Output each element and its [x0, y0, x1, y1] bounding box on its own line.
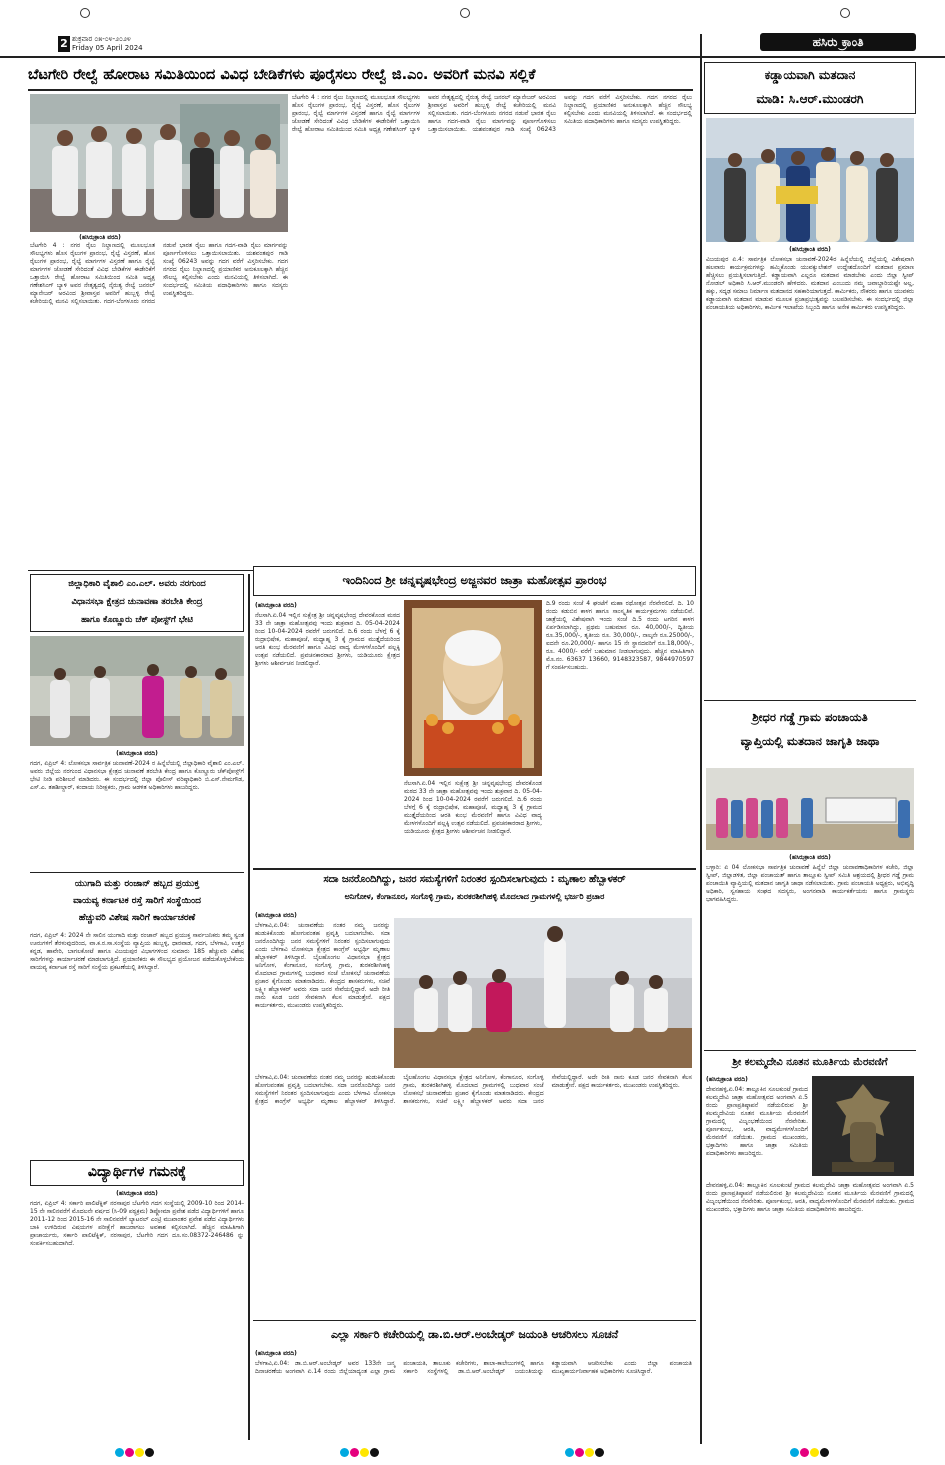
ambedkar-credit: (ಹಸಿರುಕ್ರಾಂತಿ ವರದಿ): [255, 1350, 297, 1357]
date-english: Friday 05 April 2024: [72, 44, 143, 52]
date-kannada: ಶುಕ್ರವಾರ ೦೫-೦೪-೨೦೨೪: [72, 35, 131, 43]
ugadi-headline-line1: ಯುಗಾದಿ ಮತ್ತು ರಂಜಾನ್ ಹಬ್ಬದ ಪ್ರಯುಕ್ತ: [74, 879, 200, 889]
magenta-dot: [350, 1448, 359, 1457]
ugadi-headline: [30, 876, 244, 927]
black-dot: [370, 1448, 379, 1457]
cyan-dot: [790, 1448, 799, 1457]
dateline: [72, 35, 143, 53]
newspaper-brand: ಹಸಿರು ಕ್ರಾಂತಿ: [760, 33, 916, 51]
gadde-headline-line1: ಶ್ರೀಧರ ಗಡ್ಡೆ ಗ್ರಾಮ ಪಂಚಾಯತಿ: [752, 710, 868, 724]
kalammadevi-photo: [812, 1076, 914, 1176]
kalammadevi-headline: ಶ್ರೀ ಕಲಮ್ಮದೇವಿ ನೂತನ ಮೂರ್ತಿಯ ಮೆರವಣಿಗೆ: [732, 1057, 888, 1068]
ugadi-headline-line2: ವಾಯವ್ಯ ಕರ್ನಾಟಕ ರಸ್ತೆ ಸಾರಿಗೆ ಸಂಸ್ಥೆಯಿಂದ: [73, 896, 201, 906]
cyan-dot: [115, 1448, 124, 1457]
ugadi-body: ಗದಗ, ಏಪ್ರಿಲ್ 4: 2024 ನೇ ಸಾಲಿನ ಯುಗಾದಿ ಮತ್ತು ರಂಜಾನ್ ಹಬ್ಬದ ಪ್ರಯುಕ್ತ ಸಾರ್ವಜನಿಕರು ತಮ್ಮ ಸ್ವಂತ ಊರುಗಳಿಗೆ ತೆರಳುವುದರಿಂದ, ವಾ.ಕ.ರ.ಸಾ.ಸಂಸ್ಥೆಯ ವ್ಯಾಪ್ತಿಯ ಹುಬ್ಬಳ್ಳಿ, ಧಾರವಾಡ, ಗದಗ, ಬೆಳಗಾವಿ, ಉತ್ತರ ಕನ್ನಡ, ಹಾವೇರಿ, ಬಾಗಲಕೋಟೆ ಹಾಗೂ ವಿಜಯಪುರ ವಿಭಾಗಗಳಿಂದ ಸುಮಾರು 185 ಹೆಚ್ಚುವರಿ ವಿಶೇಷ ಸಾರಿಗೆಗಳನ್ನು ಕಾರ್ಯಾಚರಣೆ ಮಾಡಲಾಗುತ್ತಿದೆ. ಪ್ರಯಾಣಿಕರು ಈ ಸೌಲಭ್ಯದ ಪ್ರಯೋಜನ ಪಡೆದುಕೊಳ್ಳಬೇಕೆಂದು ವಾಯವ್ಯ ಕರ್ನಾಟಕ ರಸ್ತೆ ಸಾರಿಗೆ ಸಂಸ್ಥೆಯ ಪ್ರಕಟಣೆಯಲ್ಲಿ ತಿಳಿಸಿದ್ದಾರೆ.: [30, 932, 244, 971]
yellow-dot: [810, 1448, 819, 1457]
hebbalkar-body: ಬೆಳಗಾವಿ,ಏ.04: ಚುನಾವಣೆಯ ನಂತರ ನಮ್ಮ ಜನರನ್ನು ಹುಡುಕಿಕೊಂಡು ಹೋಗುವಂತಹ ಪ್ರವೃತ್ತಿ ಬದಲಾಗಬೇಕು. ಸದಾ ಜನರೊಂದಿಗಿದ್ದು ಜನರ ಸಮಸ್ಯೆಗಳಿಗೆ ನಿರಂತರ ಸ್ಪಂದಿಸಲಾಗುವುದು ಎಂದು ಬೆಳಗಾವಿ ಲೋಕಸಭಾ ಕ್ಷೇತ್ರದ ಕಾಂಗ್ರೆಸ್ ಅಭ್ಯರ್ಥಿ ಮೃಣಾಲ ಹೆಬ್ಬಾಳಕರ್ ತಿಳಿಸಿದ್ದಾರೆ. ಬೈಲಹೊಂಗಲ ವಿಧಾನಸಭಾ ಕ್ಷೇತ್ರದ ಅನಿಗೋಳ, ಕೆಂಗಾನೂರ, ಸಂಗೊಳ್ಳಿ ಗ್ರಾಮ, ತುರಕರಶೀಗಿಹಳ್ಳಿ ಮೊದಲಾದ ಗ್ರಾಮಗಳಲ್ಲಿ ಬುಧವಾರ ಸಂಜೆ ಲೋಕಸಭೆ ಚುನಾವಣೆಯ ಪ್ರಚಾರ ಕೈಗೊಂಡು ಮಾತನಾಡಿದರು. ಕೇಂದ್ರದ ಶಾಸಕರುಗಳು, ಸಚಿವೆ ಲಕ್ಷ್ಮೀ ಹೆಬ್ಬಾಳಕರ್ ಅವರು ಸದಾ ಜನರ ಸೇವೆಯಲ್ಲಿದ್ದಾರೆ. ಅದೇ ರೀತಿ ನಾನು ಕೂಡ ಜನರ ಸೇವಕನಾಗಿ ಕೆಲಸ ಮಾಡುತ್ತೇನೆ. ಪಕ್ಷದ ಕಾರ್ಯಕರ್ತರು, ಮುಖಂಡರು ಉಪಸ್ಥಿತರಿದ್ದರು.: [255, 1074, 692, 1105]
lead-headline: ಬೆಟಗೇರಿ ರೇಲ್ವೆ ಹೋರಾಟ ಸಮಿತಿಯಿಂದ ವಿವಿಧ ಬೇಡಿಕೆಗಳು ಪೂರೈಸಲು ರೇಲ್ವೆ ಜಿ.ಎಂ. ಅವರಿಗೆ ಮನವಿ ಸಲ್ಲಿಕೆ: [28, 67, 536, 83]
divider: [253, 868, 696, 870]
dc-headline-line3: ಹಾಗೂ ಕೊಣ್ಣೂರು ಚೆಕ್ ಪೋಸ್ಟ್‌ಗೆ ಭೇಟಿ: [81, 615, 193, 625]
sidebar-headline-line2: ಮಾಡಿ: ಸಿ.ಆರ್.ಮುಂಡರಗಿ: [756, 92, 864, 106]
sidebar-credit: (ಹಸಿರುಕ್ರಾಂತಿ ವರದಿ): [789, 246, 831, 253]
students-headline-box: [30, 1160, 244, 1186]
jatra-body-left: ನೆಲಸಾಗಿ.ಏ.04 ಇಲ್ಲಿನ ಸುಕ್ಷೇತ್ರ ಶ್ರೀ ಚನ್ನವೃಷಭೇಂದ್ರ ದೇವರಕೊಂಡ ಮಠದ 33 ನೇ ಜಾತ್ರಾ ಮಹೋತ್ಸವವು ಇಂದು ಶುಕ್ರವಾರ ದಿ. 05-04-2024 ರಿಂದ 10-04-2024 ರವರೆಗೆ ಜರುಗಲಿದೆ. ದಿ.6 ರಂದು ಬೆಳಗ್ಗೆ 6 ಕ್ಕೆ ರುದ್ರಾಭಿಷೇಕ, ಮಹಾಪೂಜೆ, ಮಧ್ಯಾಹ್ನ 3 ಕ್ಕೆ ಗ್ರಾಮದ ಮುತ್ತೈದೆಯರಿಂದ ಆರತಿ ಕುಂಭ ಮೆರವಣಿಗೆ ಹಾಗೂ ವಿವಿಧ ವಾದ್ಯ ಮೇಳಗಳೊಂದಿಗೆ ಪಲ್ಲಕ್ಕಿ ಉತ್ಸವ ನಡೆಯಲಿದೆ. ಪ್ರವಚನಕಾರರಾದ ಶ್ರೀಗಳು, ಯಡಿಯೂರು ಕ್ಷೇತ್ರದ ಶ್ರೀಗಳು ಆಶೀರ್ವಚನ ನೀಡಲಿದ್ದಾರೆ.: [255, 612, 400, 667]
hebbalkar-body-top: ಬೆಳಗಾವಿ,ಏ.04: ಚುನಾವಣೆಯ ನಂತರ ನಮ್ಮ ಜನರನ್ನು ಹುಡುಕಿಕೊಂಡು ಹೋಗುವಂತಹ ಪ್ರವೃತ್ತಿ ಬದಲಾಗಬೇಕು. ಸದಾ ಜನರೊಂದಿಗಿದ್ದು ಜನರ ಸಮಸ್ಯೆಗಳಿಗೆ ನಿರಂತರ ಸ್ಪಂದಿಸಲಾಗುವುದು ಎಂದು ಬೆಳಗಾವಿ ಲೋಕಸಭಾ ಕ್ಷೇತ್ರದ ಕಾಂಗ್ರೆಸ್ ಅಭ್ಯರ್ಥಿ ಮೃಣಾಲ ಹೆಬ್ಬಾಳಕರ್ ತಿಳಿಸಿದ್ದಾರೆ. ಬೈಲಹೊಂಗಲ ವಿಧಾನಸಭಾ ಕ್ಷೇತ್ರದ ಅನಿಗೋಳ, ಕೆಂಗಾನೂರ, ಸಂಗೊಳ್ಳಿ ಗ್ರಾಮ, ತುರಕರಶೀಗಿಹಳ್ಳಿ ಮೊದಲಾದ ಗ್ರಾಮಗಳಲ್ಲಿ ಬುಧವಾರ ಸಂಜೆ ಲೋಕಸಭೆ ಚುನಾವಣೆಯ ಪ್ರಚಾರ ಕೈಗೊಂಡು ಮಾತನಾಡಿದರು. ಕೇಂದ್ರದ ಶಾಸಕರುಗಳು, ಸಚಿವೆ ಲಕ್ಷ್ಮೀ ಹೆಬ್ಬಾಳಕರ್ ಅವರು ಸದಾ ಜನರ ಸೇವೆಯಲ್ಲಿದ್ದಾರೆ. ಅದೇ ರೀತಿ ನಾನು ಕೂಡ ಜನರ ಸೇವಕನಾಗಿ ಕೆಲಸ ಮಾಡುತ್ತೇನೆ. ಪಕ್ಷದ ಕಾರ್ಯಕರ್ತರು, ಮುಖಂಡರು ಉಪಸ್ಥಿತರಿದ್ದರು.: [255, 922, 390, 1009]
divider: [28, 89, 693, 91]
gadde-headline-line2: ವ್ಯಾಪ್ತಿಯಲ್ಲಿ ಮತದಾನ ಜಾಗೃತಿ ಜಾಥಾ: [740, 734, 880, 748]
dc-headline-line2: ವಿಧಾನಸಭಾ ಕ್ಷೇತ್ರದ ಚುನಾವಣಾ ತರಬೇತಿ ಕೇಂದ್ರ: [71, 597, 203, 607]
kalammadevi-body-top: ದೇವನಹಳ್ಳಿ,ಏ.04: ತಾಲ್ಲೂಕಿನ ಸೂಲಕುಂಟೆ ಗ್ರಾಮದ ಕಲಮ್ಮದೇವಿ ಜಾತ್ರಾ ಮಹೋತ್ಸವದ ಅಂಗವಾಗಿ ಏ.5 ರಂದು ಪ್ರಾಣಪ್ರತಿಷ್ಠಾಪನೆ ನಡೆಯಲಿರುವ ಶ್ರೀ ಕಲಮ್ಮದೇವಿಯ ನೂತನ ಮೂರ್ತಿಯ ಮೆರವಣಿಗೆ ಗ್ರಾಮದಲ್ಲಿ ವಿಜೃಂಭಣೆಯಿಂದ ನೆರವೇರಿತು. ಪೂರ್ಣಕುಂಭ, ಆರತಿ, ವಾದ್ಯಮೇಳಗಳೊಂದಿಗೆ ಮೆರವಣಿಗೆ ನಡೆಯಿತು. ಗ್ರಾಮದ ಮುಖಂಡರು, ಭಕ್ತಾದಿಗಳು ಹಾಗೂ ಜಾತ್ರಾ ಸಮಿತಿಯ ಪದಾಧಿಕಾರಿಗಳು ಹಾಜರಿದ್ದರು.: [706, 1086, 808, 1157]
lead-body-left: ಬೆಟಗೇರಿ 4 : ನಗರ ರೈಲು ನಿಲ್ದಾಣದಲ್ಲಿ ಮೂಲಭೂತ ಸೌಲಭ್ಯಗಳು ಹೊಸ ರೈಲುಗಳ ಪ್ರಾರಂಭ, ರೈಲ್ವೆ ವಿಸ್ತರಣೆ, ಹೊಸ ರೈಲುಗಳ ಪ್ರಾರಂಭ, ರೈಲ್ವೆ ಮಾರ್ಗಗಳ ವಿಸ್ತರಣೆ ಹಾಗೂ ರೈಲ್ವೆ ಮಾರ್ಗಗಳ ಜೋಡಣೆ ಸೇರಿದಂತೆ ವಿವಿಧ ಬೇಡಿಕೆಗಳ ಈಡೇರಿಕೆಗೆ ಒತ್ತಾಯಿಸಿ ರೇಲ್ವೆ ಹೋರಾಟ ಸಮಿತಿಯಿಂದ ಸಮಿತಿ ಅಧ್ಯಕ್ಷ ಗಣೇಶಸಿಂಗ್ ಬ್ಯಾಳಿ ಅವರ ನೇತೃತ್ವದಲ್ಲಿ ನೈರುತ್ಯ ರೇಲ್ವೆ ಜನರಲ್ ಮ್ಯಾನೇಜರ್ ಅರವಿಂದ ಶ್ರೀವಾಸ್ತವ ಅವರಿಗೆ ಹುಬ್ಬಳ್ಳಿ ರೇಲ್ವೆ ಕಚೇರಿಯಲ್ಲಿ ಮನವಿ ಸಲ್ಲಿಸಲಾಯಿತು. ಗದಗ-ಬೆಂಗಳೂರು ನಗರದ ನಡುವೆ ಭಾರತ ರೈಲು ಹಾಗೂ ಗದಗ-ವಾಡಿ ರೈಲು ಮಾರ್ಗವನ್ನು ಪೂರ್ಣಗೊಳಿಸಲು ಒತ್ತಾಯಿಸಲಾಯಿತು. ಯಶವಂತಪುರ ಗಾಡಿ ಸಂಖ್ಯೆ 06243 ಅವನ್ನು ಗದಗ ವರೆಗೆ ವಿಸ್ತರಿಸಬೇಕು. ಗದಗ ನಗರದ ರೈಲು ನಿಲ್ದಾಣದಲ್ಲಿ ಪ್ರಯಾಣಿಕರ ಅನುಕೂಲಕ್ಕಾಗಿ ಹೆಚ್ಚಿನ ಸೌಲಭ್ಯ ಕಲ್ಪಿಸಬೇಕು ಎಂದು ಮನವಿಯಲ್ಲಿ ತಿಳಿಸಲಾಗಿದೆ. ಈ ಸಂದರ್ಭದಲ್ಲಿ ಸಮಿತಿಯ ಪದಾಧಿಕಾರಿಗಳು ಹಾಗೂ ಸದಸ್ಯರು ಉಪಸ್ಥಿತರಿದ್ದರು.: [30, 242, 288, 305]
jatra-photo: [404, 600, 542, 776]
jatra-headline: ಇಂದಿನಿಂದ ಶ್ರೀ ಚನ್ನವೃಷಭೇಂದ್ರ ಅಜ್ಜನವರ ಜಾತ್ರಾ ಮಹೋತ್ಸವ ಪ್ರಾರಂಭ: [342, 573, 607, 587]
jatra-body-right: ದಿ.9 ರಂದು ಸಂಜೆ 4 ಘಂಟೆಗೆ ಮಹಾ ರಥೋತ್ಸವ ನೆರವೇರಲಿದೆ. ದಿ. 10 ರಂದು ಕಡುಬಿನ ಕಾಳಗ ಹಾಗೂ ಸಾಂಸ್ಕೃತಿಕ ಕಾರ್ಯಕ್ರಮಗಳು ನಡೆಯಲಿವೆ. ಜಾತ್ರೆಯಲ್ಲಿ ವಿಶೇಷವಾಗಿ ಇಂದು ಸಂಜೆ ದಿ.5 ರಂದು ಟಗರಿನ ಕಾಳಗ ಏರ್ಪಡಿಸಲಾಗಿದ್ದು, ಪ್ರಥಮ ಬಹುಮಾನ ರೂ. 40,000/-, ದ್ವಿತೀಯ ರೂ.35,000/-, ತೃತೀಯ ರೂ. 30,000/-, ನಾಲ್ಕನೇ ರೂ.25000/-, ಐದನೇ ರೂ.20,000/- ಹಾಗೂ 15 ನೇ ಸ್ಥಾನದವರಿಗೆ ರೂ.18,000/-, ರೂ. 4000/- ವರೆಗೆ ಬಹುಮಾನ ನೀಡಲಾಗುವುದು. ಹೆಚ್ಚಿನ ಮಾಹಿತಿಗಾಗಿ ಮೊ.ನಂ. 63637 13660, 9148323587, 9844970597 ಗೆ ಸಂಪರ್ಕಿಸಬಹುದು.: [546, 600, 694, 671]
hebbalkar-photo: [394, 918, 692, 1068]
sidebar-headline-line1: ಕಡ್ಡಾಯವಾಗಿ ಮತದಾನ: [764, 68, 856, 82]
students-body: ಗದಗ, ಏಪ್ರಿಲ್ 4: ಸರ್ಕಾರಿ ಪಾಲಿಟೆಕ್ನಿಕ್ ನರಸಾಪುರ ಬೆಟಗೇರಿ ಗದಗ ಸಂಸ್ಥೆಯಲ್ಲಿ 2009-10 ರಿಂದ 2014-15 ನೇ ಸಾಲಿನವರೆಗೆ ಮೊದಲನೇ ವರ್ಷದ (ಸಿ-09 ಪಠ್ಯಕ್ರಮ) ಡಿಪ್ಲೋಮಾ ಪ್ರವೇಶ ಪಡೆದ ವಿದ್ಯಾರ್ಥಿಗಳಿಗೆ ಹಾಗೂ 2011-12 ರಿಂದ 2015-16 ನೇ ಸಾಲಿನವರೆಗೆ ಲ್ಯಾಟರಲ್ ಎಂಟ್ರಿ ಮುಖಾಂತರ ಪ್ರವೇಶ ಪಡೆದ ವಿದ್ಯಾರ್ಥಿಗಳು ಬಾಕಿ ಉಳಿದಿರುವ ವಿಷಯಗಳ ಪರೀಕ್ಷೆಗೆ ಹಾಜರಾಗಲು ಅವಕಾಶ ಕಲ್ಪಿಸಲಾಗಿದೆ. ಹೆಚ್ಚಿನ ಮಾಹಿತಿಗಾಗಿ ಪ್ರಾಚಾರ್ಯರು, ಸರ್ಕಾರಿ ಪಾಲಿಟೆಕ್ನಿಕ್, ನರಸಾಪುರ, ಬೆಟಗೇರಿ ಗದಗ ದೂ.ಸಂ.08372-246486 ನ್ನು ಸಂಪರ್ಕಿಸಬಹುದಾಗಿದೆ.: [30, 1200, 244, 1247]
divider: [253, 1320, 696, 1321]
lead-body-right: ಬೆಟಗೇರಿ 4 : ನಗರ ರೈಲು ನಿಲ್ದಾಣದಲ್ಲಿ ಮೂಲಭೂತ ಸೌಲಭ್ಯಗಳು ಹೊಸ ರೈಲುಗಳ ಪ್ರಾರಂಭ, ರೈಲ್ವೆ ವಿಸ್ತರಣೆ, ಹೊಸ ರೈಲುಗಳ ಪ್ರಾರಂಭ, ರೈಲ್ವೆ ಮಾರ್ಗಗಳ ವಿಸ್ತರಣೆ ಹಾಗೂ ರೈಲ್ವೆ ಮಾರ್ಗಗಳ ಜೋಡಣೆ ಸೇರಿದಂತೆ ವಿವಿಧ ಬೇಡಿಕೆಗಳ ಈಡೇರಿಕೆಗೆ ಒತ್ತಾಯಿಸಿ ರೇಲ್ವೆ ಹೋರಾಟ ಸಮಿತಿಯಿಂದ ಸಮಿತಿ ಅಧ್ಯಕ್ಷ ಗಣೇಶಸಿಂಗ್ ಬ್ಯಾಳಿ ಅವರ ನೇತೃತ್ವದಲ್ಲಿ ನೈರುತ್ಯ ರೇಲ್ವೆ ಜನರಲ್ ಮ್ಯಾನೇಜರ್ ಅರವಿಂದ ಶ್ರೀವಾಸ್ತವ ಅವರಿಗೆ ಹುಬ್ಬಳ್ಳಿ ರೇಲ್ವೆ ಕಚೇರಿಯಲ್ಲಿ ಮನವಿ ಸಲ್ಲಿಸಲಾಯಿತು. ಗದಗ-ಬೆಂಗಳೂರು ನಗರದ ನಡುವೆ ಭಾರತ ರೈಲು ಹಾಗೂ ಗದಗ-ವಾಡಿ ರೈಲು ಮಾರ್ಗವನ್ನು ಪೂರ್ಣಗೊಳಿಸಲು ಒತ್ತಾಯಿಸಲಾಯಿತು. ಯಶವಂತಪುರ ಗಾಡಿ ಸಂಖ್ಯೆ 06243 ಅವನ್ನು ಗದಗ ವರೆಗೆ ವಿಸ್ತರಿಸಬೇಕು. ಗದಗ ನಗರದ ರೈಲು ನಿಲ್ದಾಣದಲ್ಲಿ ಪ್ರಯಾಣಿಕರ ಅನುಕೂಲಕ್ಕಾಗಿ ಹೆಚ್ಚಿನ ಸೌಲಭ್ಯ ಕಲ್ಪಿಸಬೇಕು ಎಂದು ಮನವಿಯಲ್ಲಿ ತಿಳಿಸಲಾಗಿದೆ. ಈ ಸಂದರ್ಭದಲ್ಲಿ ಸಮಿತಿಯ ಪದಾಧಿಕಾರಿಗಳು ಹಾಗೂ ಸದಸ್ಯರು ಉಪಸ್ಥಿತರಿದ್ದರು.: [292, 94, 692, 133]
magenta-dot: [575, 1448, 584, 1457]
registration-mark: [80, 8, 90, 18]
registration-mark: [840, 8, 850, 18]
students-headline: ವಿದ್ಯಾರ್ಥಿಗಳ ಗಮನಕ್ಕೆ: [87, 1164, 187, 1180]
hebbalkar-headline: ಸದಾ ಜನರೊಂದಿಗಿದ್ದು, ಜನರ ಸಮಸ್ಯೆಗಳಿಗೆ ನಿರಂತರ ಸ್ಪಂದಿಸಲಾಗುವುದು : ಮೃಣಾಲ ಹೆಬ್ಬಾಳಕರ್: [323, 874, 626, 885]
cyan-dot: [340, 1448, 349, 1457]
hebbalkar-subhead: ಅನಿಗೋಳ, ಕೆಂಗಾನೂರ, ಸಂಗೊಳ್ಳಿ ಗ್ರಾಮ, ತುರಕರಶೀಗಿಹಳ್ಳಿ ಮೊದಲಾದ ಗ್ರಾಮಗಳಲ್ಲಿ ಭರ್ಜರಿ ಪ್ರಚಾರ: [344, 892, 605, 901]
cyan-dot: [565, 1448, 574, 1457]
ambedkar-headline: ಎಲ್ಲಾ ಸರ್ಕಾರಿ ಕಚೇರಿಯಲ್ಲಿ ಡಾ.ಬಿ.ಆರ್.ಅಂಬೇಡ್ಕರ್ ಜಯಂತಿ ಆಚರಿಸಲು ಸೂಚನೆ: [330, 1328, 619, 1341]
lead-credit: (ಹಸಿರುಕ್ರಾಂತಿ ವರದಿ): [79, 234, 121, 241]
registration-mark: [460, 8, 470, 18]
print-color-marks: [790, 1442, 830, 1461]
sidebar-headline-box: [704, 62, 916, 114]
jatra-credit: (ಹಸಿರುಕ್ರಾಂತಿ ವರದಿ): [255, 602, 297, 609]
dc-photo: [30, 636, 244, 746]
sidebar-photo: [706, 118, 914, 242]
yellow-dot: [135, 1448, 144, 1457]
column-rule: [700, 34, 702, 1444]
print-color-marks: [565, 1442, 605, 1461]
ugadi-headline-line3: ಹೆಚ್ಚುವರಿ ವಿಶೇಷ ಸಾರಿಗೆ ಕಾರ್ಯಾಚರಣೆ: [78, 913, 196, 923]
dc-body: ಗದಗ, ಏಪ್ರಿಲ್ 4: ಲೋಕಸಭಾ ಸಾರ್ವತ್ರಿಕ ಚುನಾವಣೆ-2024 ರ ಹಿನ್ನೆಲೆಯಲ್ಲಿ ಜಿಲ್ಲಾಧಿಕಾರಿ ವೈಶಾಲಿ ಎಂ.ಎಲ್. ಅವರು ಜಿಲ್ಲೆಯ ನರಗುಂದ ವಿಧಾನಸಭಾ ಕ್ಷೇತ್ರದ ಚುನಾವಣೆ ತರಬೇತಿ ಕೇಂದ್ರ ಹಾಗೂ ಕೊಣ್ಣೂರು ಚೆಕ್‌ಪೋಸ್ಟ್‌ಗೆ ಭೇಟಿ ನೀಡಿ ಪರಿಶೀಲನೆ ಮಾಡಿದರು. ಈ ಸಂದರ್ಭದಲ್ಲಿ ಜಿಲ್ಲಾ ಪೊಲೀಸ್ ವರಿಷ್ಠಾಧಿಕಾರಿ ಬಿ.ಎಸ್.ನೇಮಗೌಡ, ಎಸ್.ಎ. ತಹಶೀಲ್ದಾರ್, ಕಂದಾಯ ನಿರೀಕ್ಷಕರು, ಗ್ರಾಮ ಆಡಳಿತ ಅಧಿಕಾರಿಗಳು ಹಾಜರಿದ್ದರು.: [30, 760, 244, 791]
dc-headline-box: [30, 574, 244, 632]
students-credit: (ಹಸಿರುಕ್ರಾಂತಿ ವರದಿ): [116, 1190, 158, 1197]
sidebar-body: ವಿಜಯಪುರ ಏ.4: ಸಾರ್ವತ್ರಿಕ ಲೋಕಸಭಾ ಚುನಾವಣೆ-2024ರ ಹಿನ್ನೆಲೆಯಲ್ಲಿ ಜಿಲ್ಲೆಯಲ್ಲಿ ವಿಶೇಷವಾಗಿ ಹಲವಾರು ಕಾರ್ಯಕ್ರಮಗಳನ್ನು ಹಮ್ಮಿಕೊಂಡು ಯುವಕ್ಯುಲೇಶನ್ ಉದ್ದೇಶದೊಂದಿಗೆ ಮತದಾನ ಪ್ರಮಾಣ ಹೆಚ್ಚಿಸಲು ಪ್ರಯತ್ನಿಸಲಾಗುತ್ತಿದೆ. ಕಡ್ಡಾಯವಾಗಿ ಎಲ್ಲರೂ ಮತದಾನ ಮಾಡಬೇಕು ಎಂದು ಜಿಲ್ಲಾ ಸ್ವೀಪ್ ನೋಡಲ್ ಅಧಿಕಾರಿ ಸಿ.ಆರ್.ಮುಂಡರಗಿ ಹೇಳಿದರು. ಮತದಾನ ಎಂಬುದು ನಮ್ಮ ಜವಾಬ್ದಾರಿಯಷ್ಟೇ ಅಲ್ಲ, ಹಕ್ಕು, ಸದೃಢ ಸಮಾಜ ನಿರ್ಮಾಣ ಮತದಾನದ ಸಹಕಾರಿಯಾಗುತ್ತದೆ. ಕಾರ್ಮಿಕರು, ನೌಕರರು ಹಾಗೂ ಯುವಕರು ಕಡ್ಡಾಯವಾಗಿ ಮತದಾನ ಮಾಡುವ ಮೂಲಕ ಪ್ರಜಾಪ್ರಭುತ್ವವನ್ನು ಬಲಪಡಿಸಬೇಕು. ಈ ಸಂದರ್ಭದಲ್ಲಿ ಜಿಲ್ಲಾ ಪಂಚಾಯತಿಯ ಅಧಿಕಾರಿಗಳು, ಕಾರ್ಮಿಕ ಇಲಾಖೆಯ ಸಿಬ್ಬಂದಿ ಹಾಗೂ ಅನೇಕ ಕಾರ್ಮಿಕರು ಉಪಸ್ಥಿತರಿದ್ದರು.: [706, 256, 914, 311]
black-dot: [820, 1448, 829, 1457]
ambedkar-body: ಬೆಳಗಾವಿ,ಏ.04: ಡಾ.ಬಿ.ಆರ್.ಅಂಬೇಡ್ಕರ್ ಅವರ 133ನೇ ಜನ್ಮ ದಿನಾಚರಣೆಯ ಅಂಗವಾಗಿ ಏ.14 ರಂದು ಜಿಲ್ಲೆಯಾದ್ಯಂತ ಎಲ್ಲಾ ಗ್ರಾಮ ಪಂಚಾಯತಿ, ತಾಲೂಕು ಕಚೇರಿಗಳು, ಶಾಲಾ-ಕಾಲೇಜುಗಳಲ್ಲಿ ಹಾಗೂ ಸರ್ಕಾರಿ ಸಂಸ್ಥೆಗಳಲ್ಲಿ ಡಾ.ಬಿ.ಆರ್.ಅಂಬೇಡ್ಕರ್ ಜಯಂತಿಯನ್ನು ಕಡ್ಡಾಯವಾಗಿ ಆಚರಿಸಬೇಕು ಎಂದು ಜಿಲ್ಲಾ ಪಂಚಾಯತಿ ಮುಖ್ಯಕಾರ್ಯನಿರ್ವಾಹಕ ಅಧಿಕಾರಿಗಳು ಸೂಚಿಸಿದ್ದಾರೆ.: [255, 1360, 692, 1375]
hebbalkar-credit: (ಹಸಿರುಕ್ರಾಂತಿ ವರದಿ): [255, 912, 297, 919]
jatra-body-below: ನೆಲಸಾಗಿ.ಏ.04 ಇಲ್ಲಿನ ಸುಕ್ಷೇತ್ರ ಶ್ರೀ ಚನ್ನವೃಷಭೇಂದ್ರ ದೇವರಕೊಂಡ ಮಠದ 33 ನೇ ಜಾತ್ರಾ ಮಹೋತ್ಸವವು ಇಂದು ಶುಕ್ರವಾರ ದಿ. 05-04-2024 ರಿಂದ 10-04-2024 ರವರೆಗೆ ಜರುಗಲಿದೆ. ದಿ.6 ರಂದು ಬೆಳಗ್ಗೆ 6 ಕ್ಕೆ ರುದ್ರಾಭಿಷೇಕ, ಮಹಾಪೂಜೆ, ಮಧ್ಯಾಹ್ನ 3 ಕ್ಕೆ ಗ್ರಾಮದ ಮುತ್ತೈದೆಯರಿಂದ ಆರತಿ ಕುಂಭ ಮೆರವಣಿಗೆ ಹಾಗೂ ವಿವಿಧ ವಾದ್ಯ ಮೇಳಗಳೊಂದಿಗೆ ಪಲ್ಲಕ್ಕಿ ಉತ್ಸವ ನಡೆಯಲಿದೆ. ಪ್ರವಚನಕಾರರಾದ ಶ್ರೀಗಳು, ಯಡಿಯೂರು ಕ್ಷೇತ್ರದ ಶ್ರೀಗಳು ಆಶೀರ್ವಚನ ನೀಡಲಿದ್ದಾರೆ.: [404, 780, 542, 835]
yellow-dot: [360, 1448, 369, 1457]
jatra-headline-box: [253, 566, 696, 596]
lead-photo: [30, 94, 288, 232]
magenta-dot: [125, 1448, 134, 1457]
magenta-dot: [800, 1448, 809, 1457]
divider: [704, 700, 916, 701]
kalammadevi-body: ದೇವನಹಳ್ಳಿ,ಏ.04: ತಾಲ್ಲೂಕಿನ ಸೂಲಕುಂಟೆ ಗ್ರಾಮದ ಕಲಮ್ಮದೇವಿ ಜಾತ್ರಾ ಮಹೋತ್ಸವದ ಅಂಗವಾಗಿ ಏ.5 ರಂದು ಪ್ರಾಣಪ್ರತಿಷ್ಠಾಪನೆ ನಡೆಯಲಿರುವ ಶ್ರೀ ಕಲಮ್ಮದೇವಿಯ ನೂತನ ಮೂರ್ತಿಯ ಮೆರವಣಿಗೆ ಗ್ರಾಮದಲ್ಲಿ ವಿಜೃಂಭಣೆಯಿಂದ ನೆರವೇರಿತು. ಪೂರ್ಣಕುಂಭ, ಆರತಿ, ವಾದ್ಯಮೇಳಗಳೊಂದಿಗೆ ಮೆರವಣಿಗೆ ನಡೆಯಿತು. ಗ್ರಾಮದ ಮುಖಂಡರು, ಭಕ್ತಾದಿಗಳು ಹಾಗೂ ಜಾತ್ರಾ ಸಮಿತಿಯ ಪದಾಧಿಕಾರಿಗಳು ಹಾಜರಿದ್ದರು.: [706, 1182, 914, 1213]
black-dot: [595, 1448, 604, 1457]
divider: [704, 1050, 916, 1051]
print-color-marks: [115, 1442, 155, 1461]
dc-headline-line1: ಜಿಲ್ಲಾಧಿಕಾರಿ ವೈಶಾಲಿ ಎಂ.ಎಲ್. ಅವರು ನರಗುಂದ: [68, 579, 206, 589]
kalammadevi-credit: (ಹಸಿರುಕ್ರಾಂತಿ ವರದಿ): [706, 1076, 748, 1083]
print-color-marks: [340, 1442, 380, 1461]
gadde-photo: [706, 768, 914, 850]
column-rule: [248, 574, 250, 1440]
gadde-credit: (ಹಸಿರುಕ್ರಾಂತಿ ವರದಿ): [789, 854, 831, 861]
yellow-dot: [585, 1448, 594, 1457]
divider: [30, 872, 244, 873]
dc-credit: (ಹಸಿರುಕ್ರಾಂತಿ ವರದಿ): [116, 750, 158, 757]
black-dot: [145, 1448, 154, 1457]
gadde-body: ಬಳ್ಳಾರಿ: ಏ 04 ಲೋಕಸಭಾ ಸಾರ್ವತ್ರಿಕ ಚುನಾವಣೆ ಹಿನ್ನೆಲೆ ಜಿಲ್ಲಾ ಚುನಾವಣಾಧಿಕಾರಿಗಳ ಕಚೇರಿ, ಜಿಲ್ಲಾ ಸ್ವೀಪ್, ಜಿಲ್ಲಾಡಳಿತ, ಜಿಲ್ಲಾ ಪಂಚಾಯತ್ ಹಾಗೂ ತಾಲ್ಲೂಕು ಸ್ವೀಪ್ ಸಮಿತಿ ಆಶ್ರಯದಲ್ಲಿ ಶ್ರೀಧರ ಗಡ್ಡೆ ಗ್ರಾಮ ಪಂಚಾಯಿತಿ ವ್ಯಾಪ್ತಿಯಲ್ಲಿ ಮತದಾನ ಜಾಗೃತಿ ಜಾಥಾ ನಡೆಸಲಾಯಿತು. ಗ್ರಾಮ ಪಂಚಾಯತಿ ಅಧ್ಯಕ್ಷರು, ಅಭಿವೃದ್ಧಿ ಅಧಿಕಾರಿ, ಸ್ವಸಹಾಯ ಸಂಘದ ಸದಸ್ಯರು, ಅಂಗನವಾಡಿ ಕಾರ್ಯಕರ್ತೆಯರು ಹಾಗೂ ಗ್ರಾಮಸ್ಥರು ಭಾಗವಹಿಸಿದ್ದರು.: [706, 864, 914, 903]
page-number: 2: [58, 36, 70, 52]
